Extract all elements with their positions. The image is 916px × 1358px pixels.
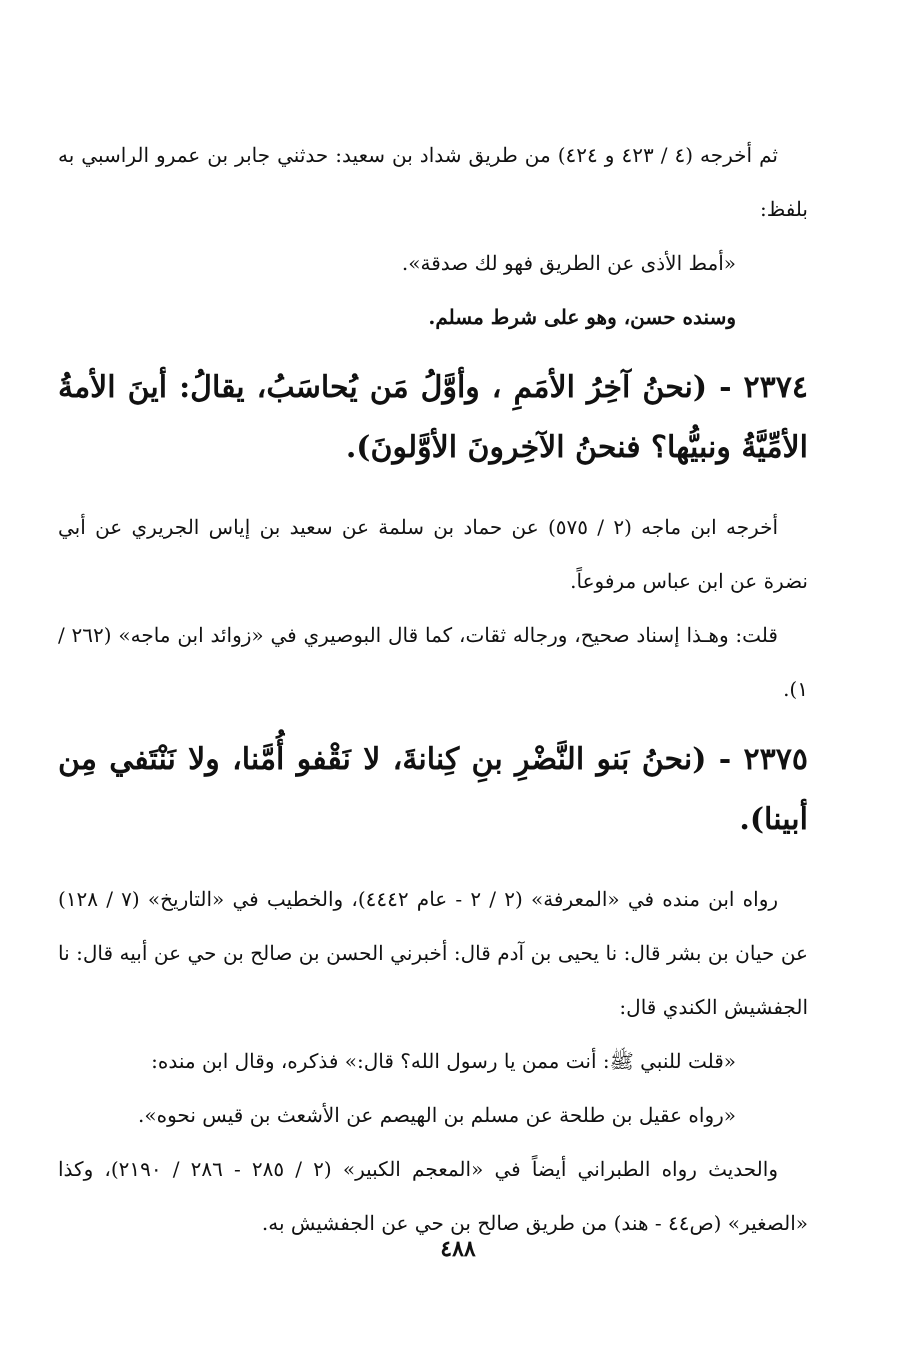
paragraph-2375-takhrij: رواه ابن منده في «المعرفة» (٢ / ٢ - عام ٤٤٤٢)، والخطيب في «التاريخ» (٧ / ١٢٨) عن حيان بن بشر قال: نا يحيى بن آدم قال: أخبرني الحسن بن صالح بن حي عن أبيه قال: نا الجفشيش الكندي قال: [58,887,808,1019]
paragraph-2374-grading: قلت: وهـذا إسناد صحيح، ورجاله ثقات، كما قال البوصيري في «زوائد ابن ماجه» (٢٦٢ / ١). [58,623,808,701]
paragraph-2375-tabarani: والحديث رواه الطبراني أيضاً في «المعجم الكبير» (٢ / ٢٨٥ - ٢٨٦ / ٢١٩٠)، وكذا «الصغير» (ص٤٤ - هند) من طريق صالح بن حي عن الجفشيش به. [58,1157,808,1235]
paragraph-2374-takhrij: أخرجه ابن ماجه (٢ / ٥٧٥) عن حماد بن سلمة عن سعيد بن إياس الجريري عن أبي نضرة عن ابن عباس مرفوعاً. [58,515,808,593]
quoted-hadith-text: «أمط الأذى عن الطريق فهو لك صدقة». [401,251,736,275]
hadith-2374-heading: ٢٣٧٤ - (نحنُ آخِرُ الأمَمِ ، وأوَّلُ مَن يُحاسَبُ، يقالُ: أينَ الأمةُ الأمِّيَّةُ ونبيُّها؟ فنحنُ الآخِرونَ الأوَّلونَ). [58,370,808,465]
page-body [58,128,808,1250]
hadith-2375-heading: ٢٣٧٥ - (نحنُ بَنو النَّضْرِ بنِ كِنانةَ، لا نَقْفو أُمَّنا، ولا نَنْتَفي مِن أبينا). [58,742,808,837]
paragraph-2375-quote-2: «رواه عقيل بن طلحة عن مسلم بن الهيصم عن الأشعث بن قيس نحوه». [138,1103,736,1127]
paragraph-grading: وسنده حسن، وهو على شرط مسلم. [428,305,736,329]
page-number: ٤٨٨ [440,1236,476,1262]
paragraph-takhrij-intro: ثم أخرجه (٤ / ٤٢٣ و ٤٢٤) من طريق شداد بن سعيد: حدثني جابر بن عمرو الراسبي به بلفظ: [58,143,808,221]
paragraph-2375-quote-1: «قلت للنبي ﷺ: أنت ممن يا رسول الله؟ قال:» فذكره، وقال ابن منده: [151,1049,736,1073]
